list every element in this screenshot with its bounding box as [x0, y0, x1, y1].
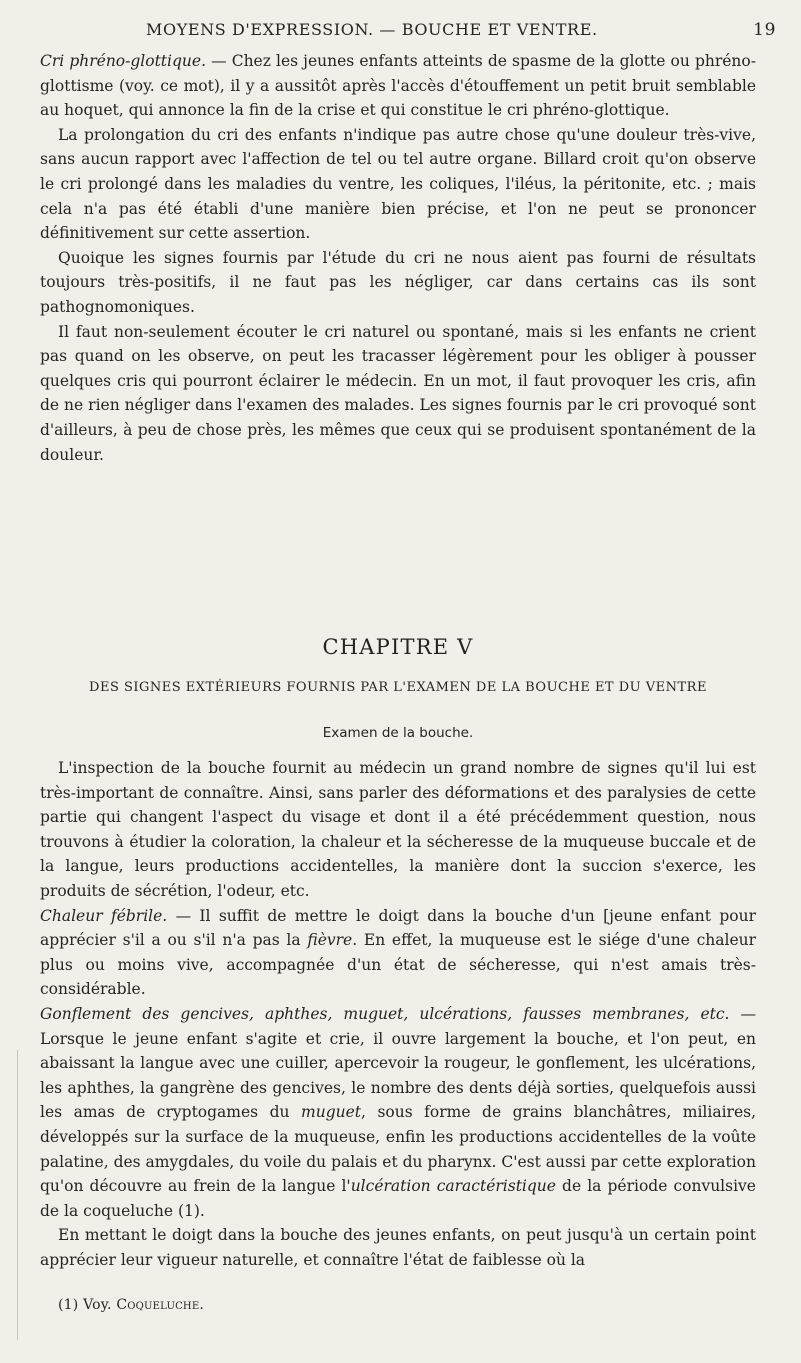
paragraph-cri-provoque: Il faut non-seulement écouter le cri naturel ou spontané, mais si les enfants ne crient pas quand on les observe, on peut les tracasser légèrement pour les obliger à pousser quelques cris qui pourront éclairer le médecin. En un mot, il faut provoquer les cris, afin de ne rien négliger dans l'examen des malades. Les signes fournis par le cri provoqué sont d'ailleurs, à peu de chose près, les mêmes que ceux qui se produisent spontanément de la douleur. — [40, 322, 756, 464]
paragraph-cri-phreno-glottique — [40, 49, 756, 123]
text-block-top — [40, 49, 756, 467]
paragraph-doigt: En mettant le doigt dans la bouche des jeunes enfants, on peut jusqu'à un certain point apprécier leur vigueur naturelle, et connaître l'état de faiblesse où la — [40, 1226, 756, 1269]
page-number: 19 — [753, 20, 776, 40]
footnote-marker: (1) — [58, 1297, 79, 1313]
paragraph-quoique: Quoique les signes fournis par l'étude du cri ne nous aient pas fourni de résultats toujours très-positifs, il ne faut pas les négliger, car dans certains cas ils sont pathognomoniques. — [40, 248, 756, 316]
italic-term: ulcération caractéristique — [350, 1177, 556, 1196]
paragraph-lead: Cri phréno-glottique. — [40, 52, 206, 70]
footnote — [58, 1297, 204, 1313]
paragraph-text: — Il suffit de mettre le doigt dans la bouche d'un [jeune enfant pour apprécier s'il a ou s'il n'a pas la — [40, 906, 756, 950]
paragraph-text: — Chez les jeunes enfants atteints de spasme de la glotte ou phréno-glottisme (voy. ce mot), il y a aussitôt après l'accès d'étouffement un petit bruit semblable au hoquet, qui annonce la fin de la crise et qui constitue le cri phréno-glottique. — [40, 52, 756, 120]
footnote-prefix: Voy. — [83, 1297, 112, 1313]
scan-edge-line — [17, 1050, 18, 1340]
paragraph-gonflement — [40, 1002, 756, 1223]
text-block-bottom — [40, 756, 756, 1272]
footnote-reference: Coqueluche. — [116, 1297, 204, 1313]
paragraph-text: . En effet, la muqueuse est le siége d'une chaleur plus ou moins vive, accompagnée d'un état de sécheresse, qui n'est amais très-considérable. — [40, 931, 757, 999]
paragraph-text: de la période convulsive de la coqueluche (1). — [40, 1177, 756, 1220]
italic-term: fièvre — [307, 931, 353, 950]
paragraph-text: — Lorsque le jeune enfant s'agite et crie, il ouvre largement la bouche, et l'on peut, en abaissant la langue avec une cuiller, apercevoir la rougeur, le gonflement, les ulcérations, les aphthes, la gangrène des gencives, le nombre des dents déjà sorties, quelquefois aussi les amas de cryptogames du — [40, 1004, 756, 1122]
running-head-title: MOYENS D'EXPRESSION. — BOUCHE ET VENTRE. — [146, 20, 598, 39]
section-title: Examen de la bouche. — [322, 725, 474, 741]
paragraph-chaleur-febrile — [40, 904, 756, 1002]
paragraph-lead: Chaleur fébrile. — [40, 906, 168, 925]
paragraph-text: , sous forme de grains blanchâtres, miliaires, développés sur la surface de la muqueuse, enfin les productions accidentelles de la voûte palatine, des amygdales, du voile du palais et du pharynx. C'est aussi par cette exploration qu'on découvre au frein de la langue l' — [40, 1103, 757, 1196]
running-head — [96, 20, 776, 48]
paragraph-inspection: L'inspection de la bouche fournit au médecin un grand nombre de signes qu'il lui est très-important de connaître. Ainsi, sans parler des déformations et des paralysies de cette partie qui changent l'aspect du visage et dont il a été précédemment question, nous trouvons à étudier la coloration, la chaleur et la sécheresse de la muqueuse buccale et de la langue, leurs productions accidentelles, la manière dont la succion s'exerce, les produits de sécrétion, l'odeur, etc. — [40, 759, 756, 900]
paragraph-lead: Gonflement des gencives, aphthes, muguet, ulcérations, fausses membranes, etc. — [40, 1004, 730, 1023]
chapter-subtitle: DES SIGNES EXTÉRIEURS FOURNIS PAR L'EXAMEN DE LA BOUCHE ET DU VENTRE — [89, 680, 707, 695]
paragraph-prolongation: La prolongation du cri des enfants n'indique pas autre chose qu'une douleur très-vive, sans aucun rapport avec l'affection de tel ou tel autre organe. Billard croit qu'on observe le cri prolongé dans les maladies du ventre, les coliques, l'iléus, la péritonite, etc. ; mais cela n'a pas été établi d'une manière bien précise, et l'on ne peut se prononcer définitivement sur cette assertion. — [40, 125, 756, 243]
italic-term: muguet — [301, 1103, 362, 1122]
chapter-title: CHAPITRE V — [322, 635, 474, 659]
